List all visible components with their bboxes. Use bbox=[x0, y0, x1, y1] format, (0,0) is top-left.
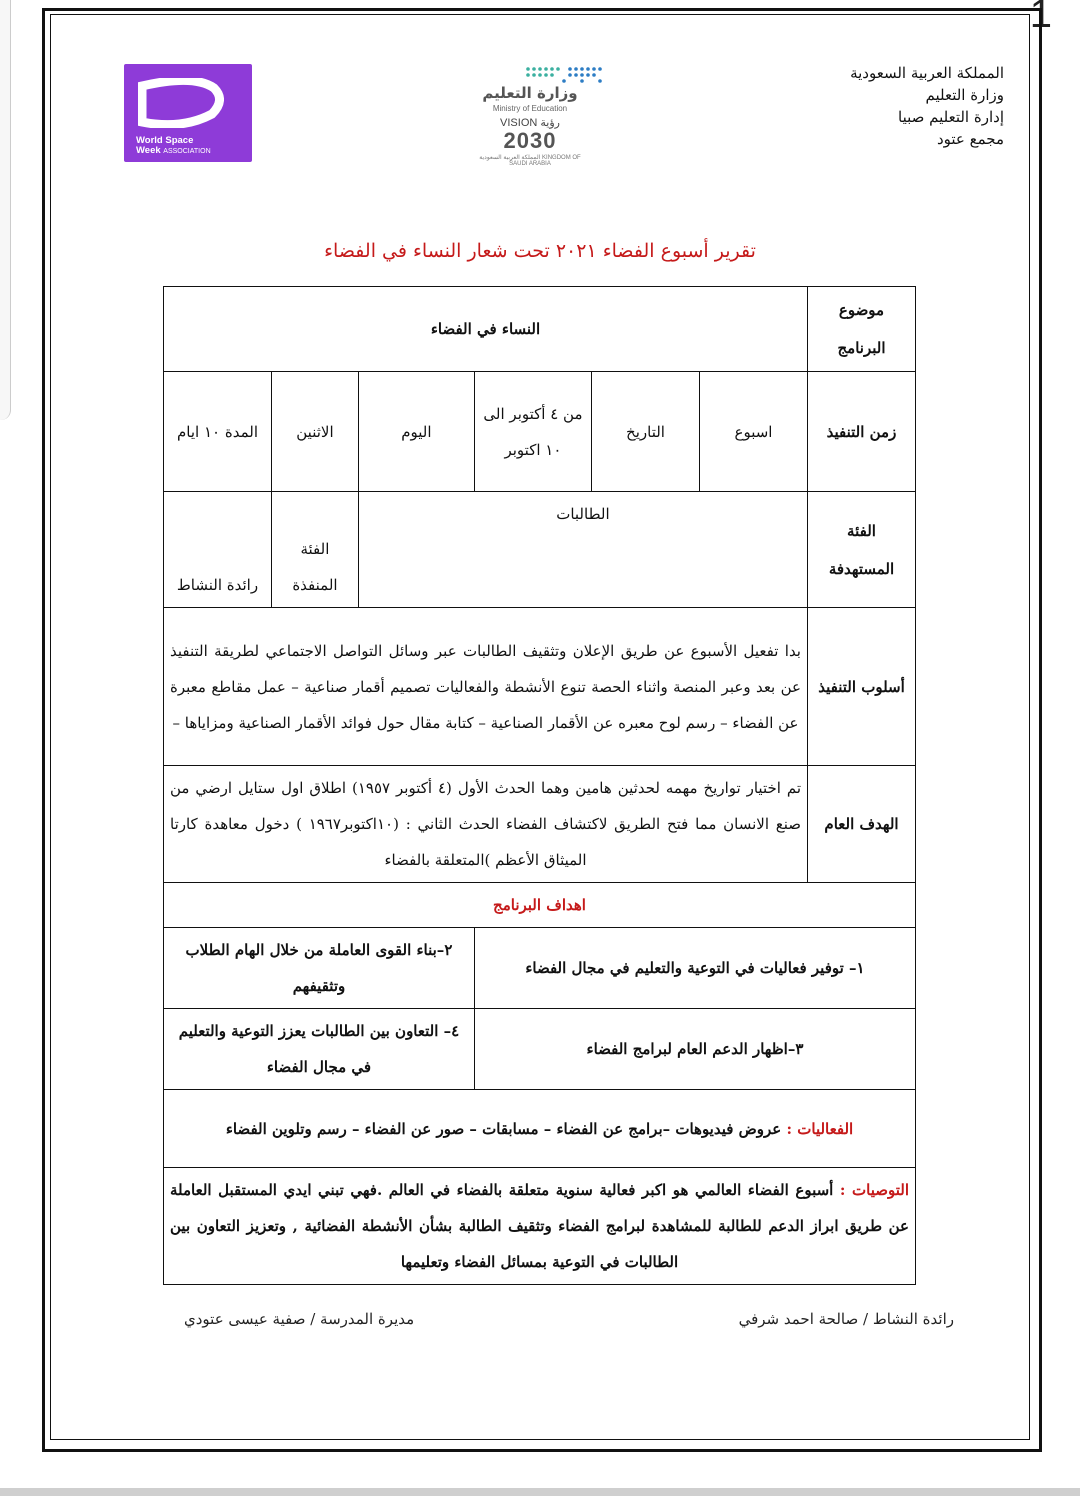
time-dates: من ٤ أكتوبر الى ١٠ اكتوبر bbox=[474, 372, 591, 492]
signature-principal: مديرة المدرسة / صفية عيسى عتودي bbox=[184, 1310, 415, 1328]
row-objectives-1 bbox=[164, 928, 916, 1009]
page-number: 1 bbox=[1029, 0, 1052, 36]
moe-arabic-name: وزارة التعليم bbox=[482, 84, 578, 102]
exec-value: رائدة النشاط bbox=[164, 492, 272, 608]
recommendations-label: التوصيات : bbox=[839, 1181, 909, 1199]
side-panel-edge bbox=[0, 0, 11, 420]
objectives-title: اهداف البرنامج bbox=[164, 883, 916, 928]
objective-4: ٤– التعاون بين الطالبات يعزز التوعية والتعليم في مجال الفضاء bbox=[164, 1009, 475, 1090]
report-table bbox=[163, 286, 916, 1285]
objective-2: ٢–بناء القوى العاملة من خلال الهام الطلاب وتثقيفهم bbox=[164, 928, 475, 1009]
row-target bbox=[164, 492, 916, 608]
topic-value: النساء في الفضاء bbox=[164, 287, 808, 372]
goal-text: تم اختيار تواريخ مهمه لحدثين هامين وهما الحدث الأول (٤ أكتوبر ١٩٥٧) اطلاق اول ستايل ارضي من صنع الانسان مما فتح الطريق لاكتشاف الفضاء الحدث الثاني : (١٠اكتوبر١٩٦٧ ) دخول معاهدة كارتا الميثاق الأعظم )المتعلقة بالفضاء bbox=[164, 766, 808, 883]
row-topic bbox=[164, 287, 916, 372]
goal-label: الهدف العام bbox=[808, 766, 916, 883]
target-value: الطالبات bbox=[358, 492, 807, 608]
activities-label: الفعاليات : bbox=[786, 1119, 854, 1138]
time-day: الاثنين bbox=[272, 372, 359, 492]
moe-english-name: Ministry of Education bbox=[492, 104, 568, 113]
row-goal bbox=[164, 766, 916, 883]
objective-3: ٣–اظهار الدعم العام لبرامج الفضاء bbox=[474, 1009, 915, 1090]
bottom-scroll-edge bbox=[0, 1488, 1080, 1496]
method-text: بدا تفعيل الأسبوع عن طريق الإعلان وتثقيف الطالبات عبر وسائل التواصل الاجتماعي لطريقة التنفيذ عن بعد وعبر المنصة واثناء الحصة تنوع الأنشطة والفعاليات تصميم أقمار صناعية – عمل مقاطع معبرة عن الفضاء – رسم لوح معبره عن الأقمار الصناعية – كتابة مقال حول فوائد الأقمار الصناعية ومزاياها – bbox=[164, 608, 808, 766]
moe-dots-icon bbox=[522, 64, 612, 84]
target-label: الفئة المستهدفة bbox=[808, 492, 916, 608]
recommendations-text: أسبوع الفضاء العالمي هو اكبر فعالية سنوية متعلقة بالفضاء في العالم .فهي تبني ايدي المستقبل العاملة عن طريق ابراز الدعم للطالبة للمشاهدة لبرامج الفضاء وتثقيف الطالبة بشأن الأنشطة الفضائية , وتعزيز التعاون بين الطالبات في التوعية بمسائل الفضاء وتعليمها bbox=[170, 1181, 909, 1271]
row-method bbox=[164, 608, 916, 766]
activities-text: عروض فيديوهات –برامج عن الفضاء – مسابقات – صور عن الفضاء – رسم وتلوين الفضاء bbox=[225, 1119, 782, 1138]
kingdom-label: المملكة العربية السعودية KINGDOM OF SAUDI ARABIA bbox=[479, 155, 581, 167]
wsw-swoosh-icon bbox=[138, 78, 224, 128]
time-week: اسبوع bbox=[700, 372, 808, 492]
time-day-label: اليوم bbox=[358, 372, 474, 492]
activities-cell bbox=[164, 1090, 916, 1168]
row-recommendations bbox=[164, 1168, 916, 1285]
wsw-logo-text: World Space Week ASSOCIATION bbox=[136, 135, 211, 156]
row-activities bbox=[164, 1090, 916, 1168]
row-objectives-title bbox=[164, 883, 916, 928]
world-space-week-logo bbox=[124, 64, 252, 162]
signature-activity-lead: رائدة النشاط / صالحة احمد شرفي bbox=[738, 1310, 954, 1328]
header-line-2: وزارة التعليم bbox=[925, 86, 1004, 104]
letterhead bbox=[850, 62, 1004, 150]
vision-year: 2030 bbox=[503, 128, 557, 153]
header-line-1: المملكة العربية السعودية bbox=[850, 64, 1004, 82]
ministry-of-education-logo bbox=[470, 58, 630, 178]
row-objectives-2 bbox=[164, 1009, 916, 1090]
report-title: تقرير أسبوع الفضاء ٢٠٢١ تحت شعار النساء في الفضاء bbox=[324, 240, 756, 262]
time-label: زمن التنفيذ bbox=[808, 372, 916, 492]
exec-label: الفئة المنفذة bbox=[272, 492, 359, 608]
header-line-3: إدارة التعليم صبيا bbox=[898, 108, 1004, 126]
header-line-4: مجمع عتود bbox=[936, 130, 1004, 148]
topic-label: موضوع البرنامج bbox=[808, 287, 916, 372]
time-date-label: التاريخ bbox=[592, 372, 700, 492]
row-time bbox=[164, 372, 916, 492]
recommendations-cell bbox=[164, 1168, 916, 1285]
method-label: أسلوب التنفيذ bbox=[808, 608, 916, 766]
time-duration: المدة ١٠ ايام bbox=[164, 372, 272, 492]
vision-label: VISION رؤية bbox=[500, 117, 560, 129]
objective-1: ١– توفير فعاليات في التوعية والتعليم في مجال الفضاء bbox=[474, 928, 915, 1009]
